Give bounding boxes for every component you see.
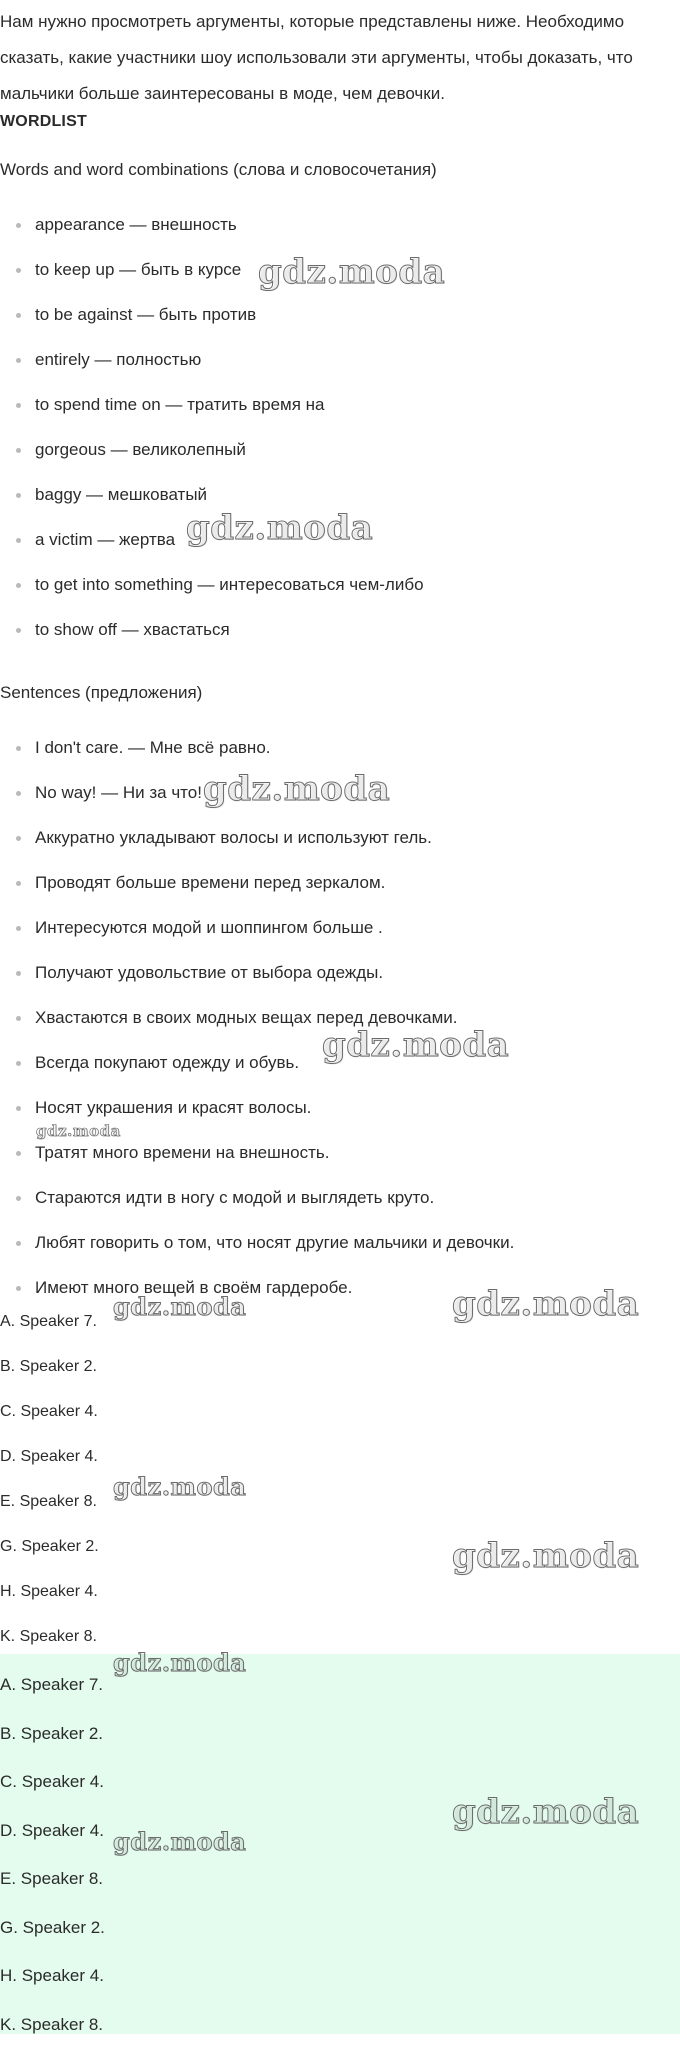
list-item: Любят говорить о том, что носят другие мальчики и девочки. [0,1220,514,1265]
watermark: gdz.moda [186,508,374,548]
answers-list [0,1299,99,1659]
answer-item: A. Speaker 7. [0,1313,97,1330]
watermark: gdz.moda [36,1122,121,1140]
list-item: entirely — полностью [0,337,424,382]
list-item: baggy — мешковатый [0,472,424,517]
answer-item: E. Speaker 8. [0,1869,104,1888]
list-item: Стараются идти в ногу с модой и выглядеть круто. [0,1175,514,1220]
answer-item: B. Speaker 2. [0,1358,97,1375]
answer-item: H. Speaker 4. [0,1583,98,1600]
answer-item: G. Speaker 2. [0,1917,105,1937]
watermark: gdz.moda [322,1025,510,1065]
answer-item: C. Speaker 4. [0,1772,104,1791]
sentences-heading: Sentences (предложения) [0,683,203,702]
words-list [0,202,424,652]
answer-item: K. Speaker 8. [0,1628,97,1645]
list-item: to keep up — быть в курсе [0,247,424,292]
list-item: to show off — хвастаться [0,607,424,652]
watermark: gdz.moda [113,1292,247,1321]
list-item: to spend time on — тратить время на [0,382,424,427]
list-item: I don't care. — Мне всё равно. [0,725,514,770]
answer-item: A. Speaker 7. [0,1675,104,1694]
list-item: to get into something — интересоваться чем-либо [0,562,424,607]
answer-item: D. Speaker 4. [0,1820,104,1840]
list-item: Носят украшения и красят волосы. [0,1085,514,1130]
words-heading: Words and word combinations (слова и словосочетания) [0,160,437,179]
list-item: gorgeous — великолепный [0,427,424,472]
watermark: gdz.moda [452,1536,640,1576]
intro-paragraph: Нам нужно просмотреть аргументы, которые представлены ниже. Необходимо сказать, какие участники шоу использовали эти аргументы, чтобы доказать, что мальчики больше заинтересованы в моде, чем девочки. [0,12,633,103]
list-item: Интересуются модой и шоппингом больше . [0,905,514,950]
answer-item: E. Speaker 8. [0,1493,97,1510]
answer-item: G. Speaker 2. [0,1538,99,1555]
answer-item: H. Speaker 4. [0,1966,104,1985]
answer-item: K. Speaker 8. [0,2014,104,2034]
list-item: Тратят много времени на внешность. [0,1130,514,1175]
list-item: to be against — быть против [0,292,424,337]
answer-item: C. Speaker 4. [0,1403,98,1420]
sentences-list [0,725,514,1310]
list-item: appearance — внешность [0,202,424,247]
answer-item: B. Speaker 2. [0,1723,104,1743]
answers-highlight-block [0,1654,680,2034]
list-item: Всегда покупают одежду и обувь. [0,1040,514,1085]
list-item: a victim — жертва [0,517,424,562]
answer-item: D. Speaker 4. [0,1448,98,1465]
watermark: gdz.moda [203,769,391,809]
list-item: Проводят больше времени перед зеркалом. [0,860,514,905]
list-item: Имеют много вещей в своём гардеробе. [0,1265,514,1310]
watermark: gdz.moda [258,252,446,292]
wordlist-title: WORDLIST [0,113,87,130]
list-item: Получают удовольствие от выбора одежды. [0,950,514,995]
list-item: Хвастаются в своих модных вещах перед девочками. [0,995,514,1040]
list-item: Аккуратно укладывают волосы и используют гель. [0,815,514,860]
watermark: gdz.moda [113,1472,247,1501]
watermark: gdz.moda [452,1284,640,1324]
list-item: No way! — Ни за что! [0,770,514,815]
